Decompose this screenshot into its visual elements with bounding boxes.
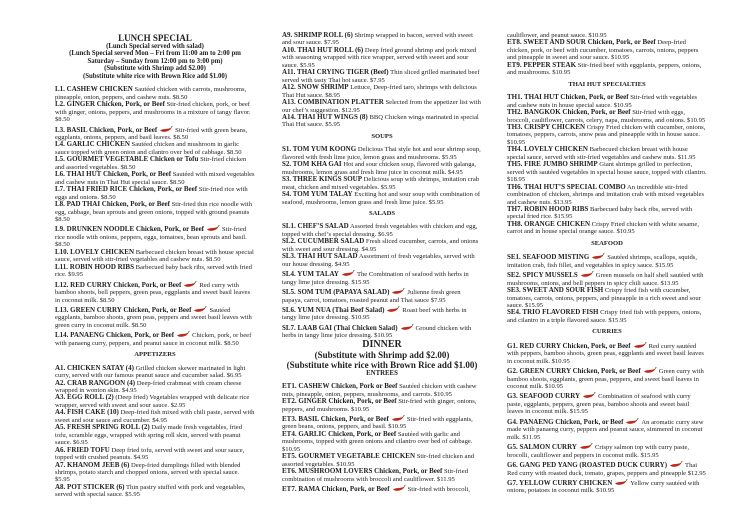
menu-item-continued: cauliflower, and peanut sauce. $10.95: [507, 32, 607, 39]
menu-item-name: L3. BASIL Chicken, Pork, or Beef: [55, 125, 158, 134]
menu-item: [282, 306, 482, 322]
menu-item: [55, 249, 255, 264]
menu-item-name: L8. PAD THAI Chicken, Pork, or Beef: [55, 200, 170, 209]
menu-item-description: Red curry sautéed with peppers, bamboo shoots, green peas, eggplants and sweet basil leaves in coconut milk. $10.95: [507, 342, 704, 365]
menu-item-description: Combination of seafood with curry paste, eggplants, peppers, green peas, bamboo shoots and sweet basil leaves in coconut milk. $15.95: [507, 393, 691, 416]
chili-pepper-icon: [392, 485, 406, 492]
menu-item: [55, 462, 255, 484]
menu-item-name: A11. THAI CRYING TIGER (Beef): [282, 68, 389, 77]
menu-item-name: L6. THAI HUT Chicken, Pork, or Beef: [55, 170, 172, 179]
menu-item: [55, 484, 255, 499]
menu-item-description: Stir-fried chicken, pork, or beef with ginger, onions, peppers, and mushrooms in a mixture of tangy flavor. $8.50: [55, 101, 251, 124]
section-title: LUNCH SPECIAL: [118, 33, 192, 43]
menu-item: [55, 281, 255, 304]
menu-item-name: L5. GOURMET VEGETABLE Chicken or Tofu: [55, 155, 199, 164]
menu-item: [282, 191, 482, 206]
menu-item-description: An incredible stir-fried combination of chicken, shrimps and imitation crab with mixed vegetables and cashew nuts. $13.95: [507, 183, 705, 206]
menu-item: [282, 415, 482, 431]
menu-item-description: Selected from the appetizer list with our chef’s suggestion. $12.95: [282, 99, 481, 114]
menu-item-description: Sautéed with garlic and mushrooms, topped with green onions and cilantro over bed of cabbage. $10.95: [282, 430, 473, 453]
menu-item-description: Thai Red curry with roasted duck, tomato, grapes, peppers and pineapple $12.95: [507, 462, 706, 477]
menu-item: [55, 331, 255, 347]
menu-item-name: G2. GREEN CURRY Chicken, Pork, or Beef: [507, 367, 641, 376]
chili-pepper-icon: [579, 443, 593, 450]
menu-item-name: L4. GARLIC CHICKEN: [55, 140, 130, 149]
menu-item-description: Stir-fried rice with eggs and onions. $8.50: [55, 186, 248, 201]
section-note: (Lunch Special served Mon – Fri from 11:00 am to 2:00 pm: [69, 50, 241, 58]
section-heading: CURRIES: [592, 328, 622, 336]
menu-item: [55, 126, 255, 142]
menu-item-name: A12. SNOW SHRIMP: [282, 83, 349, 92]
menu-item-name: A4. FISH CAKE (10): [55, 408, 119, 417]
menu-item-name: L11. ROBIN HOOD RIBS: [55, 262, 134, 271]
menu-item-name: L12. RED CURRY Chicken, Pork, or Beef: [55, 280, 182, 289]
menu-item-name: TH1. THAI HUT Chicken, Pork, or Beef: [507, 93, 629, 102]
menu-item: [282, 223, 482, 238]
menu-item-name: ET3. BASIL Chicken, Pork, or Beef: [282, 415, 389, 424]
menu-item: [507, 443, 707, 459]
menu-item: [507, 39, 707, 61]
menu-item-description: Stir-fried rice noodle with onions, peppers, eggs, tomatoes, bean sprouts and basil. $8.50: [55, 226, 247, 249]
menu-item-name: A9. SHRIMP ROLL (6): [282, 31, 353, 39]
menu-item-description: Daily made fresh vegetables, fried tofu, scramble eggs, wrapped with spring roll skin, served with peanut sauce. $6.95: [55, 424, 243, 447]
menu-item-description: Crispy Fried chicken with white sesame, carrot and in house special orange sauce. $10.95: [507, 220, 700, 236]
menu-item-name: ET4. GARLIC Chicken, Pork, or Beef: [282, 429, 397, 438]
menu-item-name: A8. POT STICKER (6): [55, 482, 125, 491]
menu-item: [55, 201, 255, 223]
menu-item-name: TH4. LOVELY CHICKEN: [507, 145, 588, 154]
menu-item: [282, 270, 482, 286]
section-heading: SOUPS: [371, 132, 393, 140]
menu-item: [282, 69, 482, 84]
menu-item: [282, 398, 482, 413]
menu-item: [55, 156, 255, 171]
menu-item-name: SL1. CHEF’S SALAD: [282, 222, 349, 231]
menu-item-description: An aromatic curry stew made with panaeng curry, peppers and peanut sauce, simmered in coconut milk. $11.95: [507, 418, 704, 441]
menu-item: [55, 409, 255, 424]
menu-item: [507, 342, 707, 365]
chili-pepper-icon: [176, 331, 190, 338]
menu-item: [282, 99, 482, 114]
menu-item-name: G5. SALMON CURRY: [507, 443, 577, 452]
menu-item: [282, 114, 482, 129]
menu-item-description: Barbecued chicken breast with house special sauce, served with stir-fried vegetables and cashew nuts. $11.95: [507, 146, 696, 161]
menu-item-name: TH7. ROBIN HOOD RIBS: [507, 204, 589, 213]
section-note: Saturday – Sunday from 12:00 pm to 3:00 pm): [87, 57, 223, 65]
menu-item-description: Stir-fried beef with eggplants, peppers, onions, and mushrooms. $10.95: [507, 61, 702, 77]
chili-pepper-icon: [591, 253, 605, 260]
section-note: (Substitute with Shrimp add $2.00): [104, 65, 206, 73]
menu-item-description: Deep fried ground shrimp and pork mixed with seasoning wrapped with rice wrapper, served with sweet and sour sauce. $5.95: [282, 46, 477, 69]
menu-item-name: SL7. LAAB GAI (Thai Chicken Salad): [282, 323, 398, 332]
menu-item-description: Red curry with bamboo shoots, bell peppers, green peas, eggplants and sweet basil leaves in coconut milk. $8.50: [55, 281, 251, 304]
menu-item: [55, 225, 255, 248]
menu-item-description: Sautéed chicken with carrots, mushrooms, pineapple, onion, peppers, and cashew nuts. $8.50: [55, 86, 247, 101]
menu-item: [282, 176, 482, 191]
menu-item: [507, 367, 707, 390]
menu-item-name: S1. TOM YUM KOONG: [282, 145, 357, 154]
menu-item: [507, 287, 707, 309]
menu-item-name: SE2. SPICY MUSSELS: [507, 271, 578, 280]
menu-item-name: SE4. TRIO FLAVORED FISH: [507, 308, 599, 317]
menu-item: [55, 424, 255, 446]
menu-item-description: Sautéed with mixed vegetables and cashew nuts in Thai Hut special sauce. $8.50: [55, 171, 255, 186]
menu-item-name: TH8. ORANGE CHICKEN: [507, 219, 591, 228]
menu-item-name: A3. EGG ROLL (2): [55, 393, 114, 402]
menu-item-name: A13. COMBINATION PLATTER: [282, 98, 384, 107]
menu-item: [507, 184, 707, 206]
menu-item: [507, 479, 707, 495]
menu-item-name: A5. FRESH SPRING ROLL (2): [55, 423, 150, 432]
chili-pepper-icon: [643, 367, 657, 374]
section-heading: SEAFOOD: [591, 239, 623, 247]
menu-item: [55, 101, 255, 123]
menu-item-description: Delicious Thai style hot and sour shrimp soup, flavored with fresh lime juice, lemon grass and mushrooms. $5.95: [282, 146, 481, 161]
menu-item: [282, 238, 482, 253]
menu-item-description: Stir-fried combination of mushrooms with broccoli and cauliflower. $11.95: [282, 468, 468, 483]
menu-item-description: Stir-fried with eggplants, green beans, onions, peppers, and basil. $10.95: [282, 416, 473, 431]
menu-item: [507, 62, 707, 77]
menu-item-name: A10. THAI HUT ROLL (6): [282, 45, 364, 54]
menu-item: [282, 485, 482, 493]
chili-pepper-icon: [400, 324, 414, 331]
menu-item: [55, 141, 255, 156]
menu-item: [507, 94, 707, 109]
menu-item-description: Thin pastry stuffed with pork and vegetables, served with special sauce. $5.95: [55, 483, 246, 499]
menu-item-name: L1. CASHEW CHICKEN: [55, 85, 133, 94]
menu-item-description: Deep-fried crabmeat with cream cheese wrapped in wonton skin. $4.95: [55, 379, 242, 395]
chili-pepper-icon: [614, 479, 628, 486]
menu-item: [55, 365, 255, 380]
menu-item: [282, 47, 482, 69]
menu-item-name: SL2. CUCUMBER SALAD: [282, 237, 365, 246]
menu-item-name: SL3. THAI HUT SALAD: [282, 252, 358, 261]
menu-item-name: A1. CHICKEN SATAY (4): [55, 363, 134, 372]
section-note: (Substitute white rice with Brown Rice add $1.00): [286, 359, 478, 370]
menu-item-description: Green mussels on half shell sautéed with mushrooms, onions, and bell peppers in spicy chili sauce. $13.95: [507, 272, 704, 287]
menu-item: [507, 146, 707, 161]
menu-item-description: Green curry with bamboo shoots, eggplants, green peas, peppers, and sweet basil leaves in coconut milk. $10.95: [507, 368, 704, 391]
menu-item-name: L13. GREEN CURRY Chicken, Pork, or Beef: [55, 305, 192, 314]
menu-item-description: Chicken, pork, or beef with panaeng curry, peppers, and peanut sauce in coconut milk. $8.50: [55, 332, 252, 347]
menu-item-description: Deep-fried dumplings filled with blended shrimps, potato starch and chopped onions, served with special sauce. $5.95: [55, 461, 241, 484]
menu-item: [55, 380, 255, 395]
menu-item-name: SE1. SEAFOOD MISTING: [507, 253, 590, 262]
menu-item-name: SE3. SWEET AND SOUR FISH: [507, 286, 604, 295]
menu-item-name: TH5. FIRE JUMBO SHRIMP: [507, 160, 598, 169]
menu-item-name: SL4. YUM TALAY: [282, 270, 339, 279]
menu-item: [282, 431, 482, 453]
menu-item-description: Assortment of fresh vegetables, served with our house dressing. $4.95: [282, 253, 475, 268]
chili-pepper-icon: [669, 461, 683, 468]
menu-item-description: Lettuce, Deep-fried taro, shrimps with delicious Thai Hut sauce. $8.95: [282, 84, 477, 99]
menu-item: [507, 418, 707, 441]
menu-item-description: Shrimp wrapped in bacon, served with sweet and sour sauce. $7.95: [282, 32, 473, 47]
menu-item-description: Stir-fried chicken and assorted vegetables. $10.95: [282, 453, 475, 468]
menu-item: [507, 161, 707, 183]
chili-pepper-icon: [183, 281, 197, 288]
menu-item-name: ET7. RAMA Chicken, Pork, or Beef: [282, 485, 390, 494]
chili-pepper-icon: [341, 270, 355, 277]
section-heading: APPETIZERS: [134, 351, 176, 359]
menu-item: [55, 447, 255, 462]
menu-item-description: Stir-fried chicken and assorted vegetables. $8.50: [55, 156, 247, 171]
menu-item: [282, 146, 482, 161]
menu-item-description: Crispy salmon top with curry paste, brocolli, cauliflower and peppers in coconut milk. $15.95: [507, 444, 690, 459]
menu-item-name: G3. SEAFOOD CURRY: [507, 392, 581, 401]
menu-item-name: S2. TOM KHA GAI: [282, 160, 342, 169]
menu-item-name: ET5. GOURMET VEGETABLE CHICKEN: [282, 452, 416, 461]
chili-pepper-icon: [193, 306, 207, 313]
menu-item-description: Yellow curry sautéed with onions, potatoes in coconut milk. $10.95: [507, 480, 700, 495]
section-note: ENTREES: [366, 369, 398, 377]
chili-pepper-icon: [625, 418, 639, 425]
menu-item-description: Deep-fried chicken, pork, or beef with cucumber, tomatoes, carrots, onions, peppers and pineapple in sweet and sour sauce. $10.95: [507, 39, 699, 62]
menu-item-description: BBQ Chicken wings marinated in special Thai Hut sauce. $5.95: [282, 113, 479, 129]
menu-item-name: SL5. SOM TUM (PAPAYA SALAD): [282, 288, 390, 297]
menu-item-name: L7. THAI FRIED RICE Chicken, Pork, or Beef: [55, 185, 198, 194]
menu-item: [507, 271, 707, 287]
menu-item-name: L2. GINGER Chicken, Pork, or Beef: [55, 100, 165, 109]
menu-item: [507, 253, 707, 269]
menu-item-description: Crispy fried fish with peppers, onions, and cilantro in a triple flavored sauce. $15.95: [507, 309, 702, 324]
menu-item: [55, 86, 255, 101]
menu-item-name: A7. KHANOM JEEB (6): [55, 460, 130, 469]
chili-pepper-icon: [159, 126, 173, 133]
menu-item: [507, 124, 707, 146]
menu-item: [507, 221, 707, 236]
menu-item-description: Ground chicken with herbs in tangy lime juice dressing. $10.95: [282, 324, 472, 340]
menu-item-name: G6. GANG PED YANG (ROASTED DUCK CURRY): [507, 461, 668, 470]
menu-item-name: SL6. YUM NUA (Thai Beef Salad): [282, 305, 385, 314]
menu-item-name: ET2. GINGER Chicken, Pork, or Beef: [282, 397, 397, 406]
menu-item: [55, 186, 255, 201]
menu-item-name: TH6. THAI HUT’S SPECIAL COMBO: [507, 182, 626, 191]
menu-item-name: A6. FRIED TOFU: [55, 445, 110, 454]
menu-item: [55, 306, 255, 329]
menu-item-description: Sautéed chicken and mushroom in garlic sauce topped with green onion and cilantro over bed of cabbage. $8.50: [55, 141, 242, 156]
menu-item: [507, 206, 707, 221]
menu-item-description: Stir-fried with vegetables and cashew nuts in house special sauce. $10.95: [507, 94, 698, 109]
menu-item-name: ET9. PEPPER STEAK: [507, 60, 577, 69]
menu-item-description: Fresh sliced cucumber, carrots, and onions with sweet and sour dressing. $4.95: [282, 238, 479, 253]
menu-item: [55, 394, 255, 409]
menu-item-description: Sautéed shrimps, scallops, squids, imitation crab, fish fillet, and vegetables in spicy sauce. $15.95: [507, 254, 698, 269]
menu-item-description: Stir-fried thin rice noodle with egg, cabbage, bean sprouts and green onions, topped with ground peanuts $8.50: [55, 201, 253, 223]
menu-item-description: Deep-fried fish mixed with chili paste, served with sweet and sour sauce and cucumber. $4.95: [55, 409, 255, 424]
menu-item-name: G7. YELLOW CURRY CHICKEN: [507, 479, 613, 488]
menu-item-description: Stir-fried with green beans, eggplants, onions, peppers, and basil leaves. $8.50: [55, 126, 248, 141]
menu-item-description: Stir-fried with eggs, broccoli, cauliflower, carrots, celery, napa, mushrooms, and onions. $10.95: [507, 109, 706, 124]
menu-item: [282, 383, 482, 398]
menu-item-description: Sautéed chicken with cashew nuts, pineapple, onion, peppers, mushrooms, and carrots. $10.95: [282, 383, 477, 398]
section-heading: THAI HUT SPECIALTIES: [568, 80, 646, 88]
menu-item-description: Barbecued baby back ribs, served with special fried rice. $15.95: [507, 205, 693, 221]
chili-pepper-icon: [386, 306, 400, 313]
menu-item-name: L10. LOVELY CHICKEN: [55, 247, 135, 256]
menu-column-1: [55, 33, 255, 499]
menu-item-description: Julienne fresh green papaya, carrot, tomatoes, roasted peanut and Thai sauce $7.95: [282, 289, 461, 304]
menu-item: [55, 264, 255, 279]
menu-item-description: The Combination of seafood with herbs in tangy lime juice dressing. $15.95: [282, 271, 469, 286]
section-note: (Substitute white rice with Brown Rice add $1.00): [82, 72, 228, 80]
menu-item-name: L9. DRUNKEN NOODLE Chicken, Pork, or Beef: [55, 225, 205, 234]
menu-item: [55, 171, 255, 186]
menu-item: [282, 84, 482, 99]
menu-item: [282, 32, 482, 47]
menu-item: [282, 161, 482, 176]
menu-item-name: TH3. CRISPY CHICKEN: [507, 122, 586, 131]
menu-item-name: ET8. SWEET AND SOUR Chicken, Pork, or Beef: [507, 38, 656, 47]
menu-item-description: Delicious soup with shrimps, imitation crab meat, chicken and mixed vegetables. $5.95: [282, 176, 480, 191]
menu-item-name: S3. THREE KINGS SOUP: [282, 175, 363, 184]
menu-item-description: Thin sliced grilled marinated beef served with tasty Thai hot sauce. $7.95: [282, 69, 480, 84]
menu-item-description: Crispy Fried chicken with cucumber, onions, tomatoes, peppers, carrots, snow peas and pineapple with in house sauce. $10.95: [507, 123, 706, 146]
menu-item-name: S4. TOM YUM TALAY: [282, 190, 353, 199]
chili-pepper-icon: [582, 392, 596, 399]
menu-item-name: TH2. BANGKOK Chicken, Pork, or Beef: [507, 108, 631, 117]
menu-item-description: Deep fried tofu, served with sweet and sour sauce, topped with crushed peanuts. $4.95: [55, 446, 245, 462]
chili-pepper-icon: [391, 288, 405, 295]
menu-item-name: A2. CRAB RANGOON (4): [55, 378, 136, 387]
menu-item-name: L14. PANAENG Chicken, Pork, or Beef: [55, 331, 175, 340]
menu-item-description: Stir-fried with ginger, onions, peppers, and mushrooms. $10.95: [282, 398, 477, 413]
menu-item: [282, 453, 482, 468]
menu-item-name: A14. THAI HUT WINGS (8): [282, 112, 368, 121]
menu-item-description: Crispy fried fish with cucumber, tomatoes, carrots, onions, peppers, and pineapple in a rich sweet and sour sauce. $15.95: [507, 287, 701, 309]
menu-item-name: ET1. CASHEW Chicken, Pork or Beef: [282, 382, 398, 391]
section-heading: SALADS: [368, 209, 396, 217]
menu-item-description: Roast beef with herbs in tangy lime juice dressing. $10.95: [282, 306, 467, 322]
menu-item-name: G1. RED CURRY Chicken, Pork, or Beef: [507, 341, 631, 350]
menu-item-description: Stir-fried with broccoli,: [407, 486, 470, 494]
menu-item: [282, 324, 482, 340]
menu-column-2: [282, 32, 482, 494]
section-note: (Lunch Special served with salad): [106, 43, 204, 50]
menu-column-3: [507, 32, 707, 495]
menu-item: [282, 288, 482, 304]
chili-pepper-icon: [391, 415, 405, 422]
chili-pepper-icon: [580, 271, 594, 278]
section-note: (Substitute with Shrimp add $2.00): [314, 349, 450, 360]
menu-item-description: Hot and sour chicken soup, flavored with galanga, mushrooms, lemon grass and fresh lime juice in coconut milk. $4.95: [282, 161, 477, 176]
menu-item: [507, 392, 707, 415]
menu-item: [507, 109, 707, 124]
menu-item-description: Assorted fresh vegetables with chicken and egg, topped with chef’s special dressing. $6.95: [282, 223, 478, 238]
menu-item-description: Exciting hot and sour soup with combination of seafood, mushrooms, lemon grass and fresh lime juice. $5.95: [282, 191, 481, 206]
menu-item-description: Barbecued baby back ribs, served with fried rice. $9.95: [55, 263, 252, 279]
menu-item-description: Barbecued chicken breast with house special sauce, served with stir-fried vegetables and cashew nuts. $8.50: [55, 248, 254, 264]
menu-item-name: ET6. MUSHROOM LOVERS Chicken, Pork, or Beef: [282, 467, 443, 476]
menu-item-description: Grilled chicken skewer marinated in light curry, served with our famous peanut sauce and cucumber salad. $6.95: [55, 364, 246, 380]
menu-item: [282, 468, 482, 483]
menu-item: [282, 253, 482, 268]
menu-item: [507, 461, 707, 477]
menu-item-description: Giant shrimps grilled to perfection, served with sautéed vegetables in special house sauce, topped with cilantro. $18.95: [507, 161, 707, 184]
menu-item-description: (Deep fried) Vegetables wrapped with delicate rice wrapper, served with sweet and sour sauce. $2.95: [55, 394, 250, 409]
chili-pepper-icon: [633, 342, 647, 349]
menu-item-description: Sautéed eggplants, bamboo shoots, green peas, peppers and sweet basil leaves with green curry in coconut milk. $8.50: [55, 306, 252, 329]
chili-pepper-icon: [206, 225, 220, 232]
menu-item: [507, 309, 707, 324]
menu-item-name: G4. PANAENG Chicken, Pork, or Beef: [507, 417, 624, 426]
section-title: DINNER: [362, 338, 402, 350]
